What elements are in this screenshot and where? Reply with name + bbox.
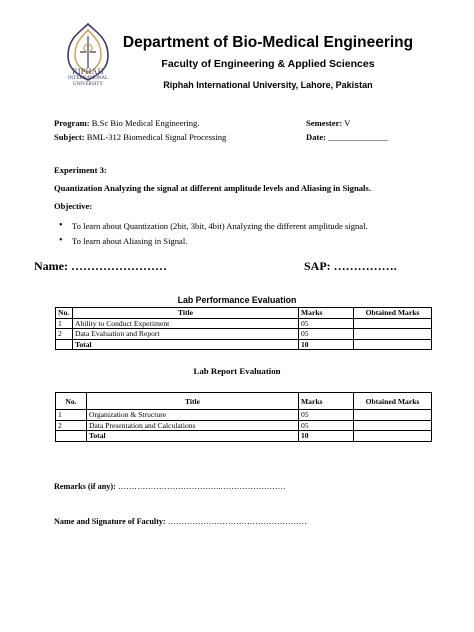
remarks-dots[interactable]: ………………………………..…………………… (117, 482, 286, 491)
date-label: Date: (306, 132, 327, 142)
program-line (54, 118, 199, 128)
header-marks: Marks (299, 393, 354, 410)
logo-subtext-1: INTERNATIONAL (68, 76, 108, 82)
total-marks: 10 (299, 431, 354, 442)
row-title: Data Evaluation and Report (73, 329, 299, 340)
experiment-label: Experiment 3: (54, 165, 107, 175)
performance-table (55, 307, 432, 350)
objective-list (72, 221, 368, 251)
report-title: Lab Report Evaluation (193, 366, 281, 376)
subject-value: BML-312 Biomedical Signal Processing (86, 132, 227, 142)
total-obtained[interactable] (354, 431, 432, 442)
table-row (56, 420, 432, 431)
department-title: Department of Bio-Medical Engineering (122, 34, 414, 51)
date-line (306, 132, 388, 142)
row-marks: 05 (299, 410, 354, 421)
remarks-line (54, 482, 286, 491)
subject-label: Subject: (54, 132, 85, 142)
logo-wordmark (56, 68, 120, 87)
performance-title: Lab Performance Evaluation (177, 295, 297, 305)
semester-value: V (344, 118, 351, 128)
row-obtained[interactable] (354, 329, 432, 340)
date-value: ______________ (328, 132, 389, 142)
semester-label: Semester: (306, 118, 343, 128)
name-label: Name: (34, 259, 68, 273)
total-label: Total (73, 339, 299, 350)
objective-item: • To learn about Aliasing in Signal. (72, 236, 368, 246)
name-line (34, 259, 167, 274)
header-obtained: Obtained Marks (354, 393, 432, 410)
table-total-row (56, 431, 432, 442)
objective-label: Objective: (54, 201, 93, 211)
row-obtained[interactable] (354, 420, 432, 431)
row-marks: 05 (299, 420, 354, 431)
logo-subtext-2: UNIVERSITY (73, 81, 103, 87)
subject-line (54, 132, 226, 142)
row-title: Data Presentation and Calculations (87, 420, 299, 431)
semester-line (306, 118, 350, 128)
row-no: 1 (56, 318, 73, 329)
total-obtained[interactable] (354, 339, 432, 350)
objective-item: • To learn about Quantization (2bit, 3bit, 4bit) Analyzing the different amplitude signal. (72, 221, 368, 231)
row-marks: 05 (299, 318, 354, 329)
row-marks: 05 (299, 329, 354, 340)
experiment-title: Quantization Analyzing the signal at different amplitude levels and Aliasing in Signals. (54, 183, 371, 193)
row-title: Organization & Structure (87, 410, 299, 421)
table-row (56, 329, 432, 340)
header-title: Title (73, 308, 299, 319)
row-title: Ability to Conduct Experiment (73, 318, 299, 329)
table-row (56, 318, 432, 329)
sap-dots: ……………. (333, 259, 397, 273)
remarks-label: Remarks (if any): (54, 482, 116, 491)
header-marks: Marks (299, 308, 354, 319)
total-marks: 10 (299, 339, 354, 350)
faculty-title: Faculty of Engineering & Applied Sciences (161, 58, 375, 70)
row-no: 1 (56, 410, 87, 421)
sap-label: SAP: (304, 259, 331, 273)
faculty-signature-label: Name and Signature of Faculty: (54, 517, 166, 526)
row-obtained[interactable] (354, 318, 432, 329)
table-header-row (56, 393, 432, 410)
sap-line (304, 259, 397, 274)
table-total-row (56, 339, 432, 350)
row-no: 2 (56, 420, 87, 431)
header-obtained: Obtained Marks (354, 308, 432, 319)
report-table (55, 392, 432, 442)
header-no: No. (56, 308, 73, 319)
table-header-row (56, 308, 432, 319)
row-no: 2 (56, 329, 73, 340)
header-no: No. (56, 393, 87, 410)
total-label: Total (87, 431, 299, 442)
name-dots: …………………… (70, 259, 167, 273)
program-value: B.Sc Bio Medical Engineering. (91, 118, 200, 128)
university-logo (58, 22, 118, 106)
logo-text: RIPHAH (72, 67, 104, 76)
faculty-signature-line (54, 517, 307, 526)
header-title: Title (87, 393, 299, 410)
faculty-signature-dots[interactable]: …………………………………………… (167, 517, 307, 526)
university-title: Riphah International University, Lahore, Pakistan (163, 80, 373, 90)
program-label: Program: (54, 118, 90, 128)
row-obtained[interactable] (354, 410, 432, 421)
table-row (56, 410, 432, 421)
